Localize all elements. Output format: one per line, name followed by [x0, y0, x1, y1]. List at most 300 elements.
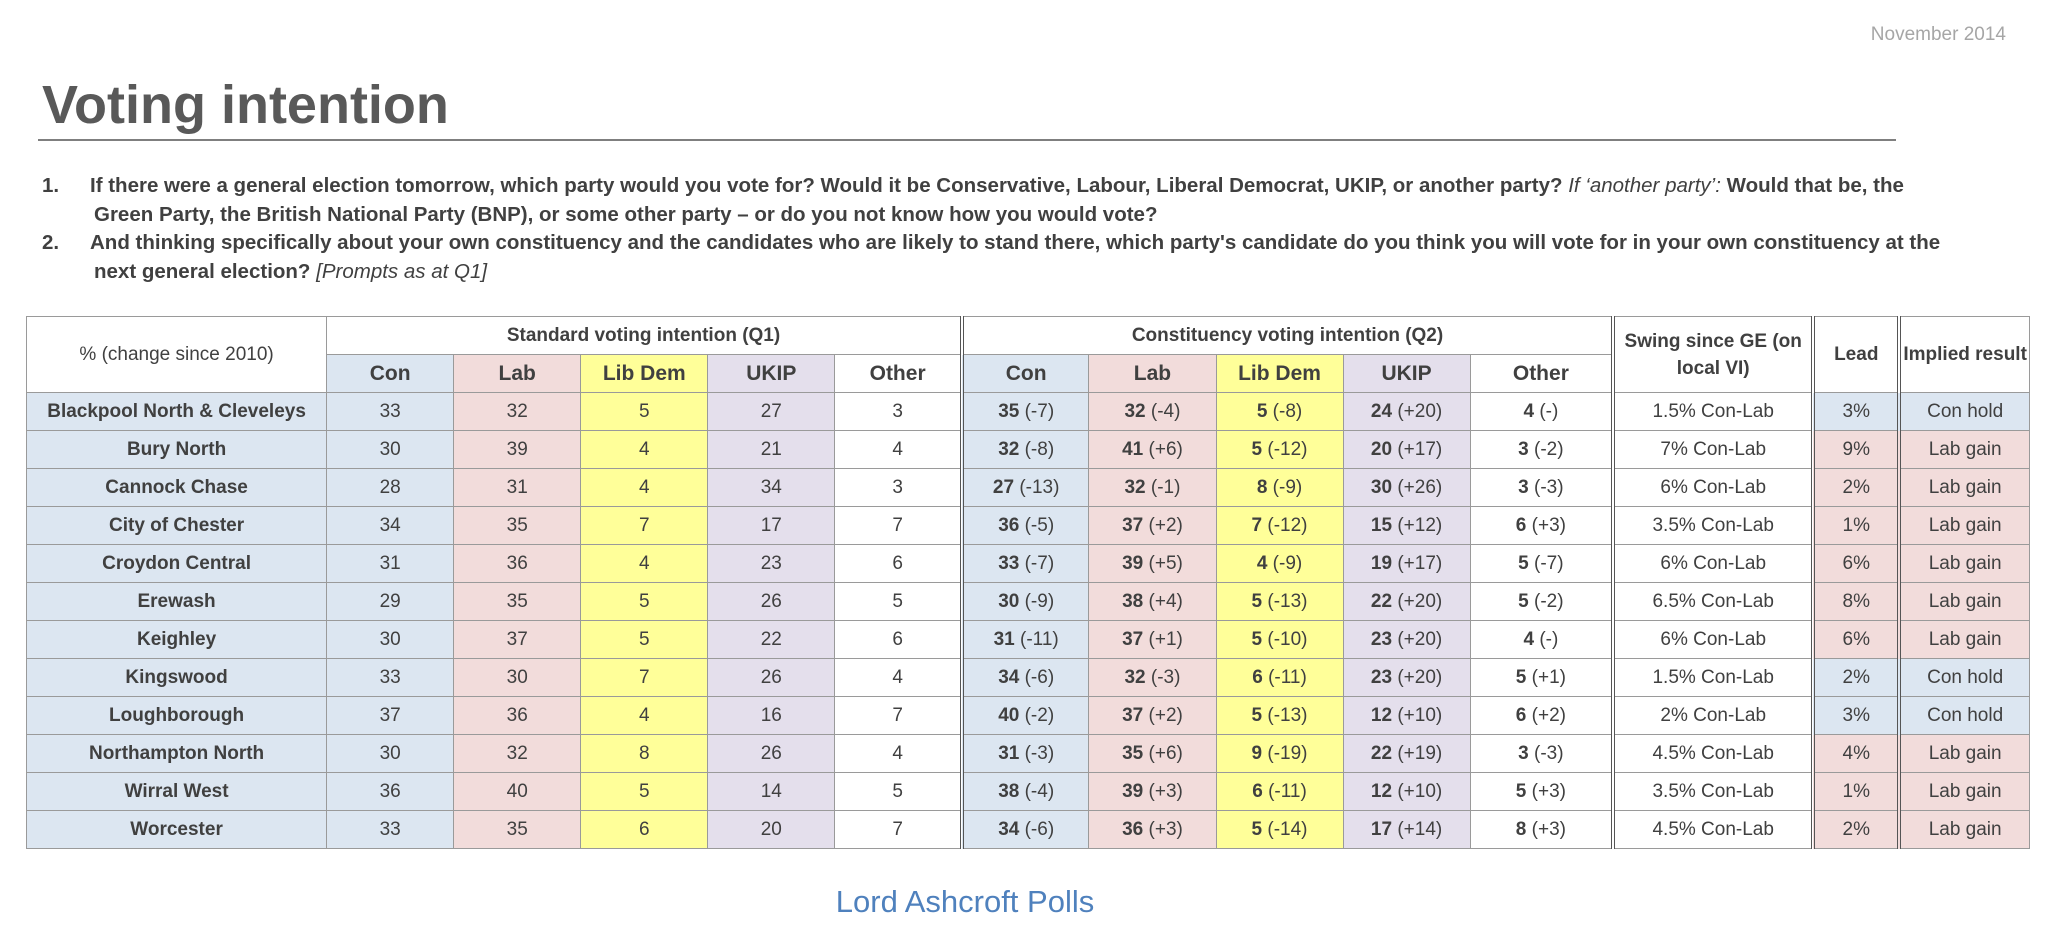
- table-row: [27, 621, 2030, 659]
- q1-other-cell: 7: [835, 697, 962, 735]
- q1-other-cell: 3: [835, 469, 962, 507]
- implied-result-cell: Lab gain: [1899, 735, 2029, 773]
- q2-libdem-cell: [1216, 507, 1343, 545]
- q2-libdem-cell: [1216, 431, 1343, 469]
- q2-value: 6: [1515, 704, 1527, 726]
- table-row: [27, 545, 2030, 583]
- q1-ukip-cell: 34: [708, 469, 835, 507]
- swing-cell: 3.5% Con-Lab: [1613, 773, 1813, 811]
- q1-ukip-cell: 26: [708, 659, 835, 697]
- q1-libdem-cell: 8: [581, 735, 708, 773]
- lead-header: Lead: [1813, 317, 1899, 393]
- q1-con-cell: 36: [327, 773, 454, 811]
- q2-ukip-header: UKIP: [1343, 355, 1470, 393]
- q2-lab-cell: [1089, 773, 1216, 811]
- q2-value: 31: [993, 628, 1015, 650]
- swing-cell: 2% Con-Lab: [1613, 697, 1813, 735]
- q2-value: 35: [998, 400, 1020, 422]
- q2-other-header: Other: [1470, 355, 1613, 393]
- swing-cell: 6.5% Con-Lab: [1613, 583, 1813, 621]
- q2-con-cell: [962, 659, 1089, 697]
- q2-libdem-cell: [1216, 735, 1343, 773]
- table-row: [27, 697, 2030, 735]
- q1-libdem-cell: 5: [581, 583, 708, 621]
- q2-libdem-cell: [1216, 811, 1343, 849]
- q1-ukip-cell: 22: [708, 621, 835, 659]
- q2-change: (+20): [1397, 590, 1443, 612]
- q2-value: 3: [1518, 476, 1529, 498]
- q2-other-cell: [1470, 469, 1613, 507]
- q2-value: 39: [1122, 552, 1144, 574]
- q2-change: (-2): [1534, 438, 1564, 460]
- q2-change: (-11): [1268, 666, 1307, 688]
- q2-value: 39: [1122, 780, 1144, 802]
- q2-change: (-13): [1267, 704, 1308, 726]
- q2-con-cell: [962, 697, 1089, 735]
- q2-libdem-cell: [1216, 393, 1343, 431]
- swing-cell: 7% Con-Lab: [1613, 431, 1813, 469]
- swing-header: Swing since GE (on local VI): [1613, 317, 1813, 393]
- q1-con-cell: 34: [327, 507, 454, 545]
- q2-change: (+3): [1531, 514, 1566, 536]
- q2-ukip-cell: [1343, 507, 1470, 545]
- lead-cell: 9%: [1813, 431, 1899, 469]
- q2-change: (-11): [1020, 628, 1059, 650]
- q2-value: 9: [1251, 742, 1263, 764]
- q2-value: 38: [1122, 590, 1144, 612]
- table-row: [27, 507, 2030, 545]
- q1-libdem-cell: 4: [581, 697, 708, 735]
- q2-value: 3: [1518, 438, 1529, 460]
- implied-result-header: Implied result: [1899, 317, 2029, 393]
- constituency-name: Wirral West: [27, 773, 327, 811]
- q2-change: (-9): [1272, 476, 1303, 498]
- lead-cell: 1%: [1813, 507, 1899, 545]
- q1-other-header: Other: [835, 355, 962, 393]
- constituency-name: Keighley: [27, 621, 327, 659]
- q1-libdem-cell: 4: [581, 469, 708, 507]
- q2-libdem-cell: [1216, 583, 1343, 621]
- q2-change: (-3): [1534, 742, 1564, 764]
- q2-lab-cell: [1089, 545, 1216, 583]
- q2-change: (+20): [1397, 666, 1443, 688]
- q2-change: (+6): [1148, 742, 1183, 764]
- q2-value: 8: [1256, 476, 1268, 498]
- q2-con-cell: [962, 507, 1089, 545]
- q1-libdem-cell: 5: [581, 621, 708, 659]
- title-divider: [38, 139, 1896, 141]
- q1-con-cell: 30: [327, 431, 454, 469]
- q2-value: 41: [1122, 438, 1144, 460]
- q2-lab-cell: [1089, 431, 1216, 469]
- q2-change: (+19): [1397, 742, 1443, 764]
- swing-cell: 6% Con-Lab: [1613, 469, 1813, 507]
- q2-value: 27: [992, 476, 1015, 498]
- q2-value: 32: [1124, 666, 1146, 688]
- lead-cell: 1%: [1813, 773, 1899, 811]
- q2-value: 32: [998, 438, 1020, 460]
- q2-ukip-cell: [1343, 431, 1470, 469]
- q1-other-cell: 6: [835, 545, 962, 583]
- q2-change: (-3): [1024, 742, 1055, 764]
- q2-value: 37: [1122, 704, 1144, 726]
- q2-change: (-19): [1267, 742, 1308, 764]
- q2-lab-cell: [1089, 507, 1216, 545]
- q2-value: 4: [1523, 628, 1535, 650]
- q2-ukip-cell: [1343, 811, 1470, 849]
- table-row: [27, 773, 2030, 811]
- q2-change: (+3): [1148, 780, 1183, 802]
- q2-change: (+3): [1148, 818, 1183, 840]
- q2-change: (-10): [1267, 628, 1308, 650]
- implied-result-cell: Lab gain: [1899, 431, 2029, 469]
- q1-lab-cell: 36: [454, 545, 581, 583]
- q1-other-cell: 5: [835, 773, 962, 811]
- table-body: [27, 393, 2030, 849]
- q2-change: (+5): [1148, 552, 1183, 574]
- q2-ukip-cell: [1343, 469, 1470, 507]
- q1-lab-cell: 37: [454, 621, 581, 659]
- q1-other-cell: 4: [835, 659, 962, 697]
- q2-change: (+2): [1531, 704, 1566, 726]
- q2-change: (+1): [1531, 666, 1566, 688]
- question-prompt: If ‘another party’:: [1568, 174, 1721, 197]
- q1-libdem-cell: 7: [581, 659, 708, 697]
- q2-value: 12: [1370, 704, 1393, 726]
- q1-other-cell: 7: [835, 811, 962, 849]
- q2-other-cell: [1470, 697, 1613, 735]
- q1-con-cell: 33: [327, 659, 454, 697]
- q2-change: (-4): [1024, 780, 1055, 802]
- q2-change: (-11): [1268, 780, 1307, 802]
- q2-value: 5: [1515, 780, 1527, 802]
- q2-change: (-2): [1024, 704, 1055, 726]
- swing-cell: 6% Con-Lab: [1613, 621, 1813, 659]
- q1-lab-cell: 32: [454, 735, 581, 773]
- q2-value: 38: [998, 780, 1020, 802]
- lead-cell: 2%: [1813, 469, 1899, 507]
- q2-value: 17: [1370, 818, 1393, 840]
- q2-change: (-13): [1267, 590, 1308, 612]
- q2-change: (+17): [1397, 438, 1443, 460]
- q1-con-cell: 33: [327, 393, 454, 431]
- q1-other-cell: 4: [835, 735, 962, 773]
- table-row: [27, 393, 2030, 431]
- q1-ukip-cell: 26: [708, 583, 835, 621]
- q2-value: 5: [1518, 590, 1529, 612]
- table-row: [27, 583, 2030, 621]
- q2-change: (-): [1539, 400, 1559, 422]
- questions-list: [42, 172, 1942, 286]
- q1-other-cell: 3: [835, 393, 962, 431]
- q1-lab-cell: 35: [454, 583, 581, 621]
- q2-change: (+10): [1397, 780, 1443, 802]
- q2-lab-cell: [1089, 811, 1216, 849]
- q2-change: (+3): [1531, 818, 1566, 840]
- q2-value: 6: [1252, 780, 1263, 802]
- q2-change: (+20): [1397, 628, 1443, 650]
- q2-ukip-cell: [1343, 393, 1470, 431]
- q1-lab-cell: 32: [454, 393, 581, 431]
- q1-libdem-header: Lib Dem: [581, 355, 708, 393]
- q2-change: (-13): [1019, 476, 1060, 498]
- table-row: [27, 811, 2030, 849]
- implied-result-cell: Lab gain: [1899, 583, 2029, 621]
- swing-cell: 6% Con-Lab: [1613, 545, 1813, 583]
- q2-change: (-8): [1272, 400, 1303, 422]
- q1-con-cell: 28: [327, 469, 454, 507]
- question-number: 2.: [42, 231, 60, 254]
- constituency-name: Blackpool North & Cleveleys: [27, 393, 327, 431]
- q2-libdem-cell: [1216, 659, 1343, 697]
- question-1: [42, 172, 1942, 229]
- footer-brand: Lord Ashcroft Polls: [835, 884, 1095, 919]
- q2-change: (-3): [1150, 666, 1181, 688]
- q2-other-cell: [1470, 773, 1613, 811]
- q2-value: 15: [1370, 514, 1393, 536]
- q2-value: 5: [1251, 590, 1263, 612]
- q2-ukip-cell: [1343, 659, 1470, 697]
- q2-change: (-9): [1272, 552, 1303, 574]
- q2-value: 8: [1515, 818, 1527, 840]
- q1-con-cell: 29: [327, 583, 454, 621]
- q2-ukip-cell: [1343, 773, 1470, 811]
- q2-change: (+10): [1397, 704, 1443, 726]
- q2-change: (+2): [1148, 514, 1183, 536]
- table-row: [27, 431, 2030, 469]
- q1-ukip-cell: 17: [708, 507, 835, 545]
- q2-value: 37: [1122, 628, 1144, 650]
- q2-other-cell: [1470, 431, 1613, 469]
- q2-value: 20: [1370, 438, 1393, 460]
- q2-value: 36: [1122, 818, 1144, 840]
- q1-ukip-cell: 20: [708, 811, 835, 849]
- q1-con-cell: 30: [327, 735, 454, 773]
- implied-result-cell: Con hold: [1899, 393, 2029, 431]
- q2-change: (-7): [1534, 552, 1564, 574]
- q2-change: (-3): [1534, 476, 1564, 498]
- q1-lab-header: Lab: [454, 355, 581, 393]
- q2-change: (-2): [1534, 590, 1564, 612]
- q2-value: 23: [1370, 666, 1393, 688]
- q2-value: 5: [1518, 552, 1529, 574]
- question-number: 1.: [42, 174, 60, 197]
- implied-result-cell: Lab gain: [1899, 621, 2029, 659]
- q2-change: (-1): [1150, 476, 1181, 498]
- implied-result-cell: Lab gain: [1899, 773, 2029, 811]
- q2-con-header: Con: [962, 355, 1089, 393]
- q2-ukip-cell: [1343, 735, 1470, 773]
- q2-change: (+4): [1148, 590, 1183, 612]
- q2-other-cell: [1470, 507, 1613, 545]
- q2-value: 32: [1124, 476, 1146, 498]
- q1-other-cell: 5: [835, 583, 962, 621]
- q2-value: 22: [1370, 742, 1393, 764]
- q2-change: (+6): [1148, 438, 1183, 460]
- implied-result-cell: Con hold: [1899, 659, 2029, 697]
- q2-value: 30: [998, 590, 1020, 612]
- q2-other-cell: [1470, 735, 1613, 773]
- lead-cell: 4%: [1813, 735, 1899, 773]
- constituency-name: Kingswood: [27, 659, 327, 697]
- q2-value: 32: [1124, 400, 1146, 422]
- lead-cell: 6%: [1813, 621, 1899, 659]
- q1-lab-cell: 35: [454, 507, 581, 545]
- q2-value: 3: [1518, 742, 1529, 764]
- q1-ukip-cell: 14: [708, 773, 835, 811]
- q2-value: 5: [1251, 704, 1263, 726]
- q1-libdem-cell: 7: [581, 507, 708, 545]
- implied-result-cell: Lab gain: [1899, 469, 2029, 507]
- constituency-name: Erewash: [27, 583, 327, 621]
- row-label-header: % (change since 2010): [27, 317, 327, 393]
- constituency-name: Cannock Chase: [27, 469, 327, 507]
- implied-result-cell: Con hold: [1899, 697, 2029, 735]
- q2-value: 35: [1122, 742, 1144, 764]
- q2-header: Constituency voting intention (Q2): [962, 317, 1613, 355]
- q2-other-cell: [1470, 545, 1613, 583]
- q2-libdem-cell: [1216, 621, 1343, 659]
- q2-value: 19: [1370, 552, 1393, 574]
- swing-cell: 1.5% Con-Lab: [1613, 659, 1813, 697]
- q2-libdem-cell: [1216, 773, 1343, 811]
- q2-value: 4: [1523, 400, 1535, 422]
- q1-con-cell: 37: [327, 697, 454, 735]
- question-2: [42, 229, 1942, 286]
- q2-con-cell: [962, 583, 1089, 621]
- q2-ukip-cell: [1343, 545, 1470, 583]
- q2-other-cell: [1470, 621, 1613, 659]
- q2-value: 40: [998, 704, 1020, 726]
- q1-libdem-cell: 4: [581, 431, 708, 469]
- q2-value: 7: [1251, 514, 1263, 536]
- constituency-name: Loughborough: [27, 697, 327, 735]
- q2-lab-cell: [1089, 621, 1216, 659]
- q2-value: 31: [998, 742, 1020, 764]
- q1-header: Standard voting intention (Q1): [327, 317, 962, 355]
- constituency-name: Bury North: [27, 431, 327, 469]
- q1-lab-cell: 36: [454, 697, 581, 735]
- q2-change: (+14): [1397, 818, 1443, 840]
- q2-value: 36: [998, 514, 1020, 536]
- q1-lab-cell: 35: [454, 811, 581, 849]
- q2-con-cell: [962, 545, 1089, 583]
- q2-value: 6: [1515, 514, 1527, 536]
- q2-lab-header: Lab: [1089, 355, 1216, 393]
- q1-libdem-cell: 6: [581, 811, 708, 849]
- implied-result-cell: Lab gain: [1899, 811, 2029, 849]
- constituency-name: Worcester: [27, 811, 327, 849]
- lead-cell: 2%: [1813, 811, 1899, 849]
- lead-cell: 8%: [1813, 583, 1899, 621]
- q2-value: 5: [1251, 818, 1263, 840]
- q1-con-cell: 30: [327, 621, 454, 659]
- q2-change: (-): [1539, 628, 1559, 650]
- swing-cell: 4.5% Con-Lab: [1613, 811, 1813, 849]
- question-prompt: [Prompts as at Q1]: [316, 259, 488, 283]
- q2-value: 12: [1370, 780, 1393, 802]
- lead-cell: 3%: [1813, 393, 1899, 431]
- q1-ukip-cell: 23: [708, 545, 835, 583]
- table-header-row-1: [27, 317, 2030, 355]
- q2-lab-cell: [1089, 469, 1216, 507]
- page-title: Voting intention: [42, 75, 449, 135]
- q1-ukip-cell: 26: [708, 735, 835, 773]
- q1-ukip-cell: 27: [708, 393, 835, 431]
- q2-value: 33: [998, 552, 1020, 574]
- q1-lab-cell: 39: [454, 431, 581, 469]
- q2-libdem-cell: [1216, 697, 1343, 735]
- lead-cell: 2%: [1813, 659, 1899, 697]
- q2-con-cell: [962, 735, 1089, 773]
- q1-libdem-cell: 5: [581, 773, 708, 811]
- q2-change: (-9): [1024, 590, 1055, 612]
- q1-con-cell: 33: [327, 811, 454, 849]
- question-text: If there were a general election tomorrow, which party would you vote for? Would it be Conservative, Labour, Liberal Democrat, UKIP, or another party?: [90, 174, 1563, 197]
- lead-cell: 6%: [1813, 545, 1899, 583]
- report-date: November 2014: [1870, 24, 2006, 45]
- constituency-name: City of Chester: [27, 507, 327, 545]
- table-row: [27, 735, 2030, 773]
- q2-change: (-7): [1024, 400, 1055, 422]
- q2-value: 24: [1370, 400, 1393, 422]
- q1-libdem-cell: 5: [581, 393, 708, 431]
- q2-value: 4: [1256, 552, 1268, 574]
- q2-value: 23: [1370, 628, 1393, 650]
- q2-con-cell: [962, 469, 1089, 507]
- q2-change: (+3): [1531, 780, 1566, 802]
- q1-libdem-cell: 4: [581, 545, 708, 583]
- q1-lab-cell: 31: [454, 469, 581, 507]
- implied-result-cell: Lab gain: [1899, 507, 2029, 545]
- table-row: [27, 659, 2030, 697]
- q2-change: (+1): [1148, 628, 1183, 650]
- q1-other-cell: 6: [835, 621, 962, 659]
- q2-value: 22: [1370, 590, 1393, 612]
- q2-change: (-6): [1024, 818, 1055, 840]
- swing-cell: 4.5% Con-Lab: [1613, 735, 1813, 773]
- q2-ukip-cell: [1343, 621, 1470, 659]
- q1-ukip-cell: 21: [708, 431, 835, 469]
- q1-lab-cell: 40: [454, 773, 581, 811]
- q2-other-cell: [1470, 583, 1613, 621]
- q2-value: 5: [1251, 438, 1263, 460]
- constituency-name: Northampton North: [27, 735, 327, 773]
- q2-con-cell: [962, 393, 1089, 431]
- q2-change: (-4): [1150, 400, 1181, 422]
- question-text-cont: Would that be, the Green Party, the British National Party (BNP), or some other party – or do you not know how you would vote?: [94, 174, 1904, 226]
- q2-value: 5: [1256, 400, 1268, 422]
- q2-change: (+17): [1397, 552, 1443, 574]
- q2-value: 34: [998, 818, 1020, 840]
- q2-other-cell: [1470, 811, 1613, 849]
- q2-lab-cell: [1089, 393, 1216, 431]
- q2-value: 30: [1370, 476, 1393, 498]
- q2-change: (-6): [1024, 666, 1055, 688]
- q2-change: (-5): [1024, 514, 1055, 536]
- q2-value: 6: [1252, 666, 1263, 688]
- q2-change: (-8): [1024, 438, 1055, 460]
- q2-change: (+20): [1397, 400, 1443, 422]
- q2-libdem-header: Lib Dem: [1216, 355, 1343, 393]
- q1-other-cell: 4: [835, 431, 962, 469]
- voting-intention-table: [26, 316, 2030, 849]
- q2-con-cell: [962, 811, 1089, 849]
- q2-value: 5: [1515, 666, 1527, 688]
- swing-cell: 3.5% Con-Lab: [1613, 507, 1813, 545]
- q2-value: 37: [1122, 514, 1144, 536]
- q2-libdem-cell: [1216, 545, 1343, 583]
